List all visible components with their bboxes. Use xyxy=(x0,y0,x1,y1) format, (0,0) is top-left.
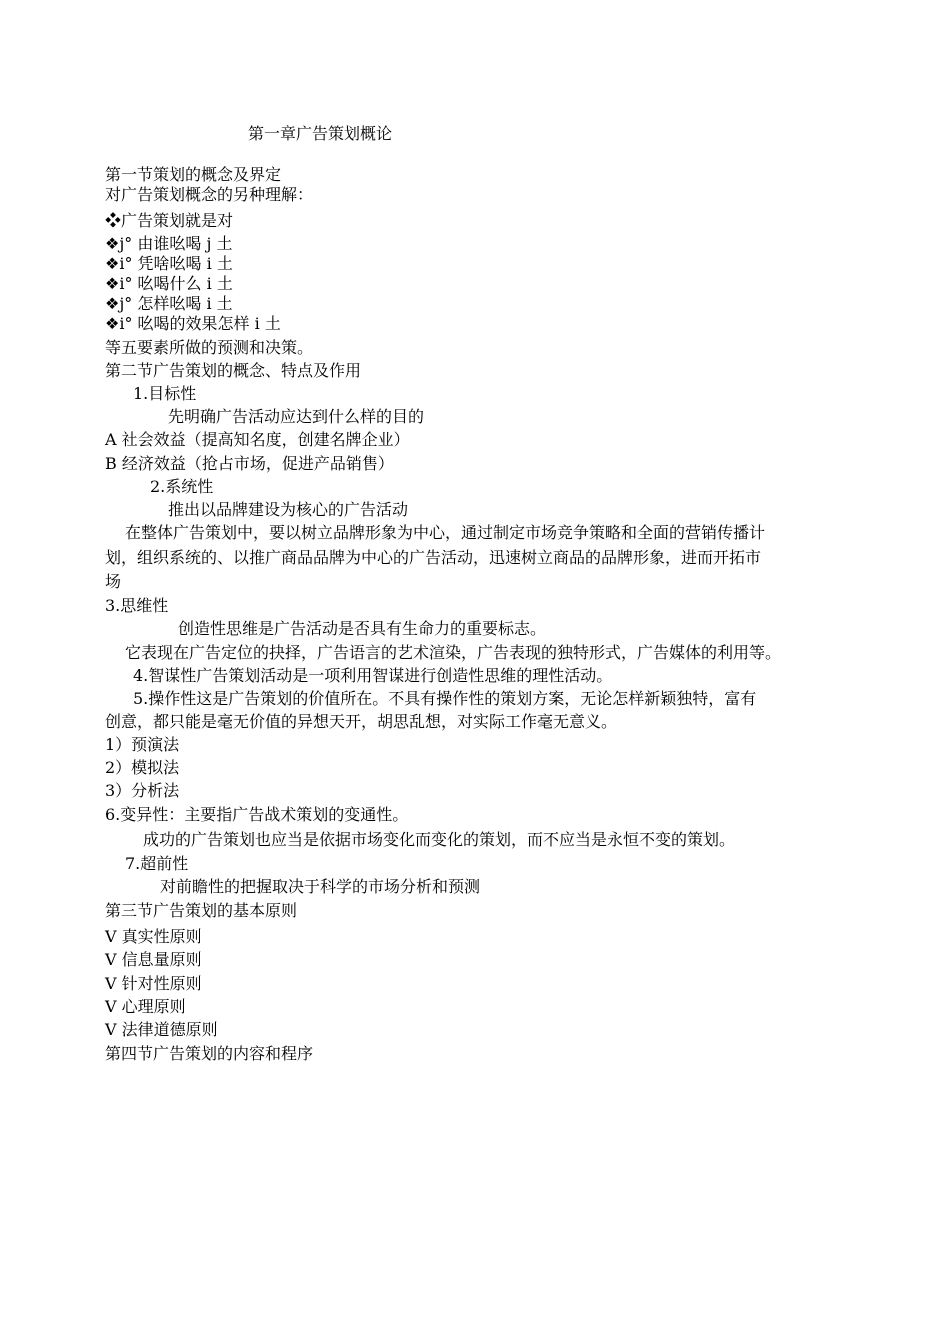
point-3-desc: 创造性思维是广告活动是否具有生命力的重要标志。 xyxy=(178,619,547,638)
point-3-title: 3.思维性 xyxy=(105,596,169,615)
principle-item: V 真实性原则 xyxy=(105,927,202,946)
section-3-heading: 第三节广告策划的基本原则 xyxy=(105,901,298,920)
principle-item: V 心理原则 xyxy=(105,997,186,1016)
point-1-b: B 经济效益（抢占市场，促进产品销售） xyxy=(105,454,394,473)
page-title: 第一章广告策划概论 xyxy=(248,124,393,143)
point-2-paragraph-line: 场 xyxy=(105,572,122,591)
point-5-line: 创意，都只能是毫无价值的异想天开，胡思乱想，对实际工作毫无意义。 xyxy=(105,712,618,731)
point-2-desc: 推出以品牌建设为核心的广告活动 xyxy=(168,500,409,519)
point-6-desc: 成功的广告策划也应当是依据市场变化而变化的策划，而不应当是永恒不变的策划。 xyxy=(143,830,736,849)
point-2-title: 2.系统性 xyxy=(150,477,214,496)
point-1-title: 1.目标性 xyxy=(133,384,197,403)
bullet-item: ❖j° 怎样吆喝 i 土 xyxy=(105,294,233,313)
section-4-heading: 第四节广告策划的内容和程序 xyxy=(105,1044,314,1063)
point-6-title: 6.变异性：主要指广告战术策划的变通性。 xyxy=(105,805,409,824)
bullet-item: ❖j° 由谁吆喝 j 土 xyxy=(105,234,233,253)
principle-item: V 信息量原则 xyxy=(105,950,202,969)
method-item: 2）模拟法 xyxy=(105,758,180,777)
point-2-paragraph-line: 划，组织系统的、以推广商品品牌为中心的广告活动，迅速树立商品的品牌形象，进而开拓市 xyxy=(105,548,762,567)
bullet-item: ❖i° 凭啥吆喝 i 土 xyxy=(105,254,233,273)
section-1-outro: 等五要素所做的预测和决策。 xyxy=(105,338,314,357)
bullet-item: ❖i° 吆喝什么 i 土 xyxy=(105,274,233,293)
point-3-paragraph: 它表现在广告定位的抉择，广告语言的艺术渲染，广告表现的独特形式，广告媒体的利用等。 xyxy=(125,643,782,662)
point-5-line: 5.操作性这是广告策划的价值所在。不具有操作性的策划方案，无论怎样新颖独特，富有 xyxy=(133,689,757,708)
section-1-heading: 第一节策划的概念及界定 xyxy=(105,165,282,184)
method-item: 1）预演法 xyxy=(105,735,180,754)
bullet-item: ❖i° 吆喝的效果怎样 i 土 xyxy=(105,314,281,333)
point-7-title: 7.超前性 xyxy=(125,854,189,873)
point-4: 4.智谋性广告策划活动是一项利用智谋进行创造性思维的理性活动。 xyxy=(133,666,613,685)
principle-item: V 针对性原则 xyxy=(105,974,202,993)
point-2-paragraph-line: 在整体广告策划中，要以树立品牌形象为中心，通过制定市场竞争策略和全面的营销传播计 xyxy=(125,523,766,542)
section-2-heading: 第二节广告策划的概念、特点及作用 xyxy=(105,361,362,380)
principle-item: V 法律道德原则 xyxy=(105,1020,218,1039)
point-1-a: A 社会效益（提高知名度，创建名牌企业） xyxy=(105,430,410,449)
point-1-desc: 先明确广告活动应达到什么样的目的 xyxy=(168,407,425,426)
bullet-item: ❖广告策划就是对 xyxy=(105,211,234,230)
section-1-intro: 对广告策划概念的另种理解： xyxy=(105,185,314,204)
method-item: 3）分析法 xyxy=(105,781,180,800)
point-7-desc: 对前瞻性的把握取决于科学的市场分析和预测 xyxy=(160,877,481,896)
